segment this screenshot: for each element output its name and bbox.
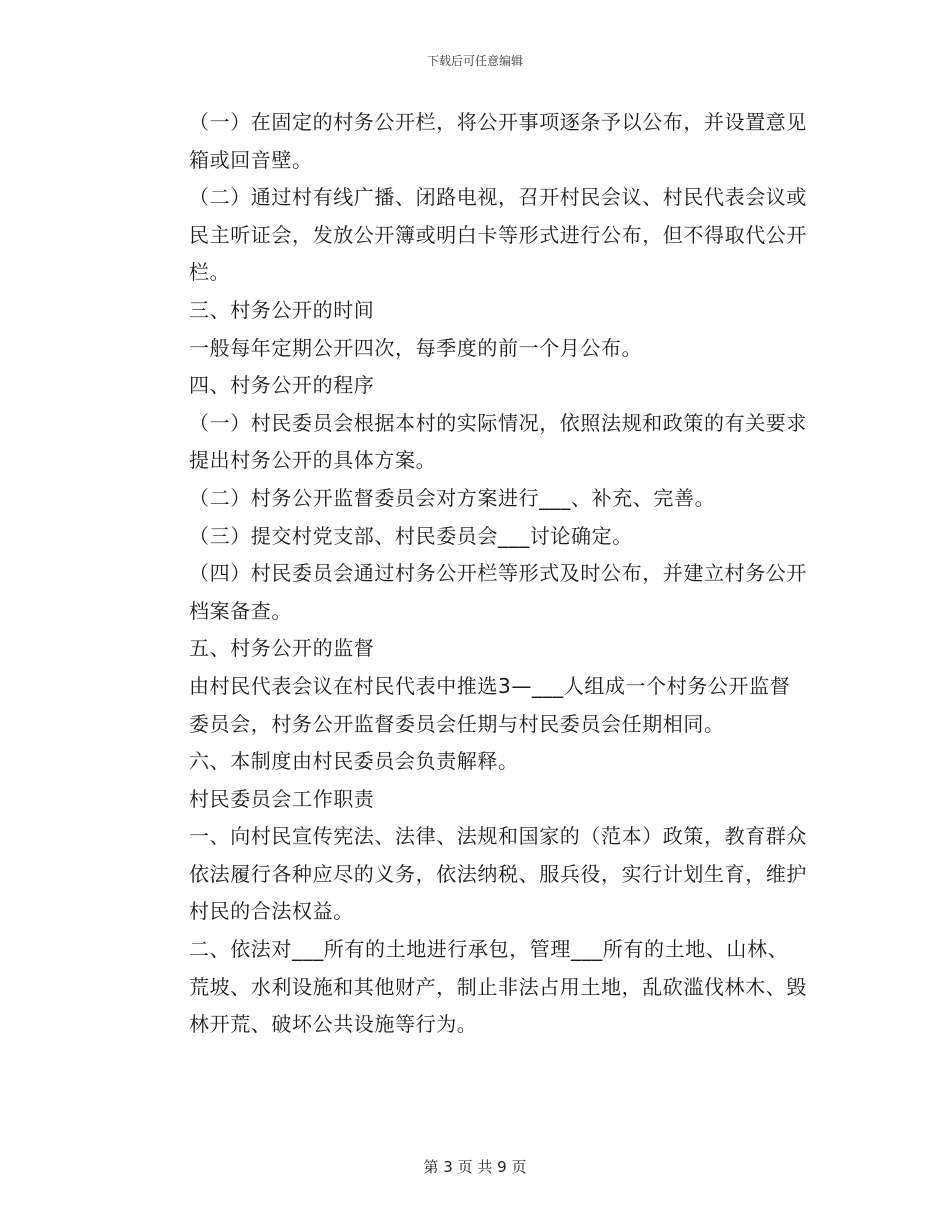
- page-header-note: 下载后可任意编辑: [426, 54, 523, 68]
- paragraph: （一）在固定的村务公开栏，将公开事项逐条予以公布，并设置意见箱或回音壁。: [189, 110, 807, 172]
- section-heading: 四、村务公开的程序: [189, 373, 375, 398]
- paragraph: 六、本制度由村民委员会负责解释。: [189, 749, 519, 774]
- page-number: 第 3 页 共 9 页: [423, 1158, 527, 1176]
- paragraph: 由村民代表会议在村民代表中推选3—___人组成一个村务公开监督委员会，村务公开监督委员会任期与村民委员会任期相同。: [189, 673, 791, 736]
- paragraph: （三）提交村党支部、村民委员会___讨论确定。: [189, 523, 633, 548]
- paragraph: 二、依法对___所有的土地进行承包，管理___所有的土地、山林、荒坡、水利设施和其他财产，制止非法占用土地，乱砍滥伐林木、毁林开荒、破坏公共设施等行为。: [189, 937, 807, 1037]
- section-heading: 村民委员会工作职责: [189, 786, 375, 811]
- document-body: [143, 104, 808, 1044]
- paragraph: 一、向村民宣传宪法、法律、法规和国家的（范本）政策，教育群众依法履行各种应尽的义务，依法纳税、服兵役，实行计划生育，维护村民的合法权益。: [189, 824, 807, 924]
- paragraph: （一）村民委员会根据本村的实际情况，依照法规和政策的有关要求提出村务公开的具体方案。: [189, 410, 807, 473]
- paragraph: （二）村务公开监督委员会对方案进行___、补充、完善。: [189, 485, 716, 510]
- paragraph: （四）村民委员会通过村务公开栏等形式及时公布，并建立村务公开档案备查。: [189, 561, 807, 623]
- section-heading: 五、村务公开的监督: [189, 636, 375, 661]
- section-heading: 三、村务公开的时间: [189, 297, 375, 322]
- paragraph: 一般每年定期公开四次，每季度的前一个月公布。: [189, 335, 643, 360]
- paragraph: （二）通过村有线广播、闭路电视，召开村民会议、村民代表会议或民主听证会，发放公开簿或明白卡等形式进行公布，但不得取代公开栏。: [189, 185, 807, 285]
